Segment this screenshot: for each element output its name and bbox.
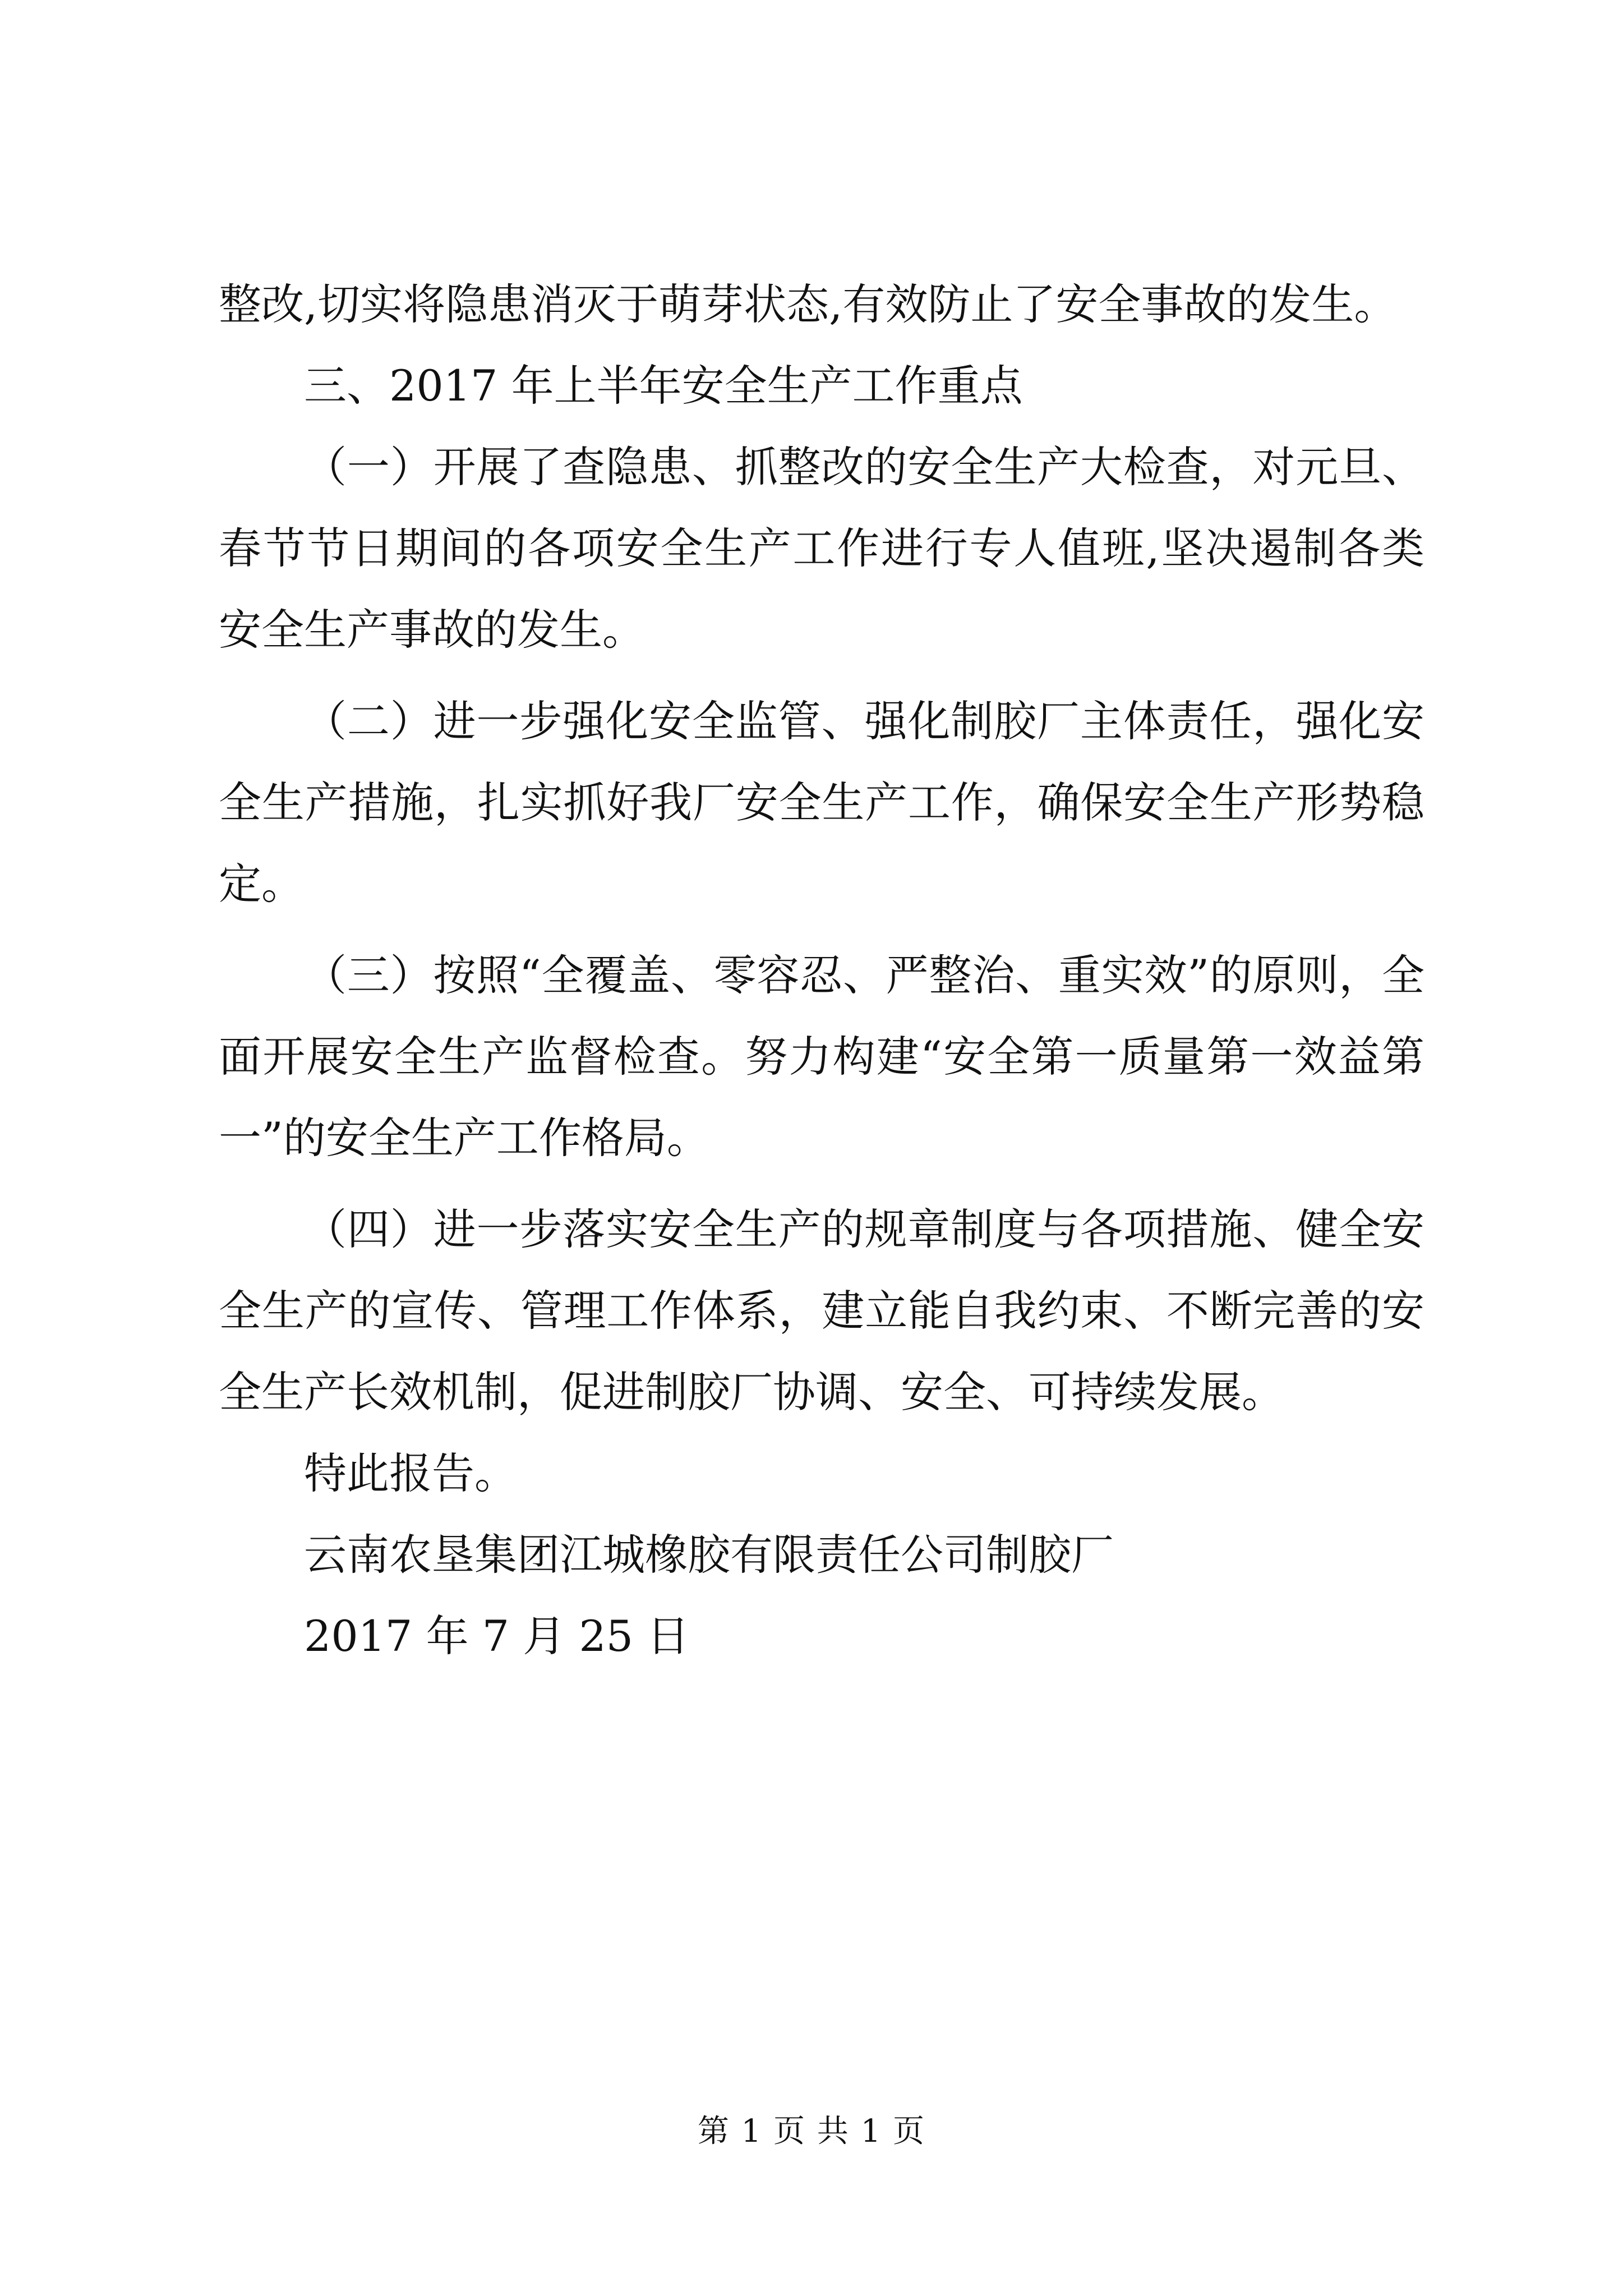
- paragraph-item-1: （一）开展了查隐患、抓整改的安全生产大检查，对元旦、春节节日期间的各项安全生产工作进行专人值班,坚决遏制各类安全生产事故的发生。: [219, 442, 1424, 655]
- document-body: [219, 264, 1424, 1677]
- signature-organization: 云南农垦集团江城橡胶有限责任公司制胶厂: [304, 1530, 1114, 1580]
- page-number: 第 1 页 共 1 页: [697, 2113, 926, 2150]
- paragraph-continuation: 整改,切实将隐患消灭于萌芽状态,有效防止了安全事故的发生。: [219, 279, 1397, 329]
- paragraph-item-3: （三）按照“全覆盖、零容忍、严整治、重实效”的原则，全面开展安全生产监督检查。努力构建“安全第一质量第一效益第一”的安全生产工作格局。: [219, 950, 1424, 1163]
- paragraph-item-4: （四）进一步落实安全生产的规章制度与各项措施、健全安全生产的宣传、管理工作体系，建立能自我约束、不断完善的安全生产长效机制，促进制胶厂协调、安全、可持续发展。: [219, 1204, 1424, 1417]
- paragraph-item-2: （二）进一步强化安全监管、强化制胶厂主体责任，强化安全生产措施，扎实抓好我厂安全生产工作，确保安全生产形势稳定。: [219, 696, 1424, 909]
- section-heading: 三、2017 年上半年安全生产工作重点: [304, 361, 1023, 411]
- signature-date: 2017 年 7 月 25 日: [304, 1611, 690, 1661]
- closing-statement: 特此报告。: [304, 1448, 517, 1498]
